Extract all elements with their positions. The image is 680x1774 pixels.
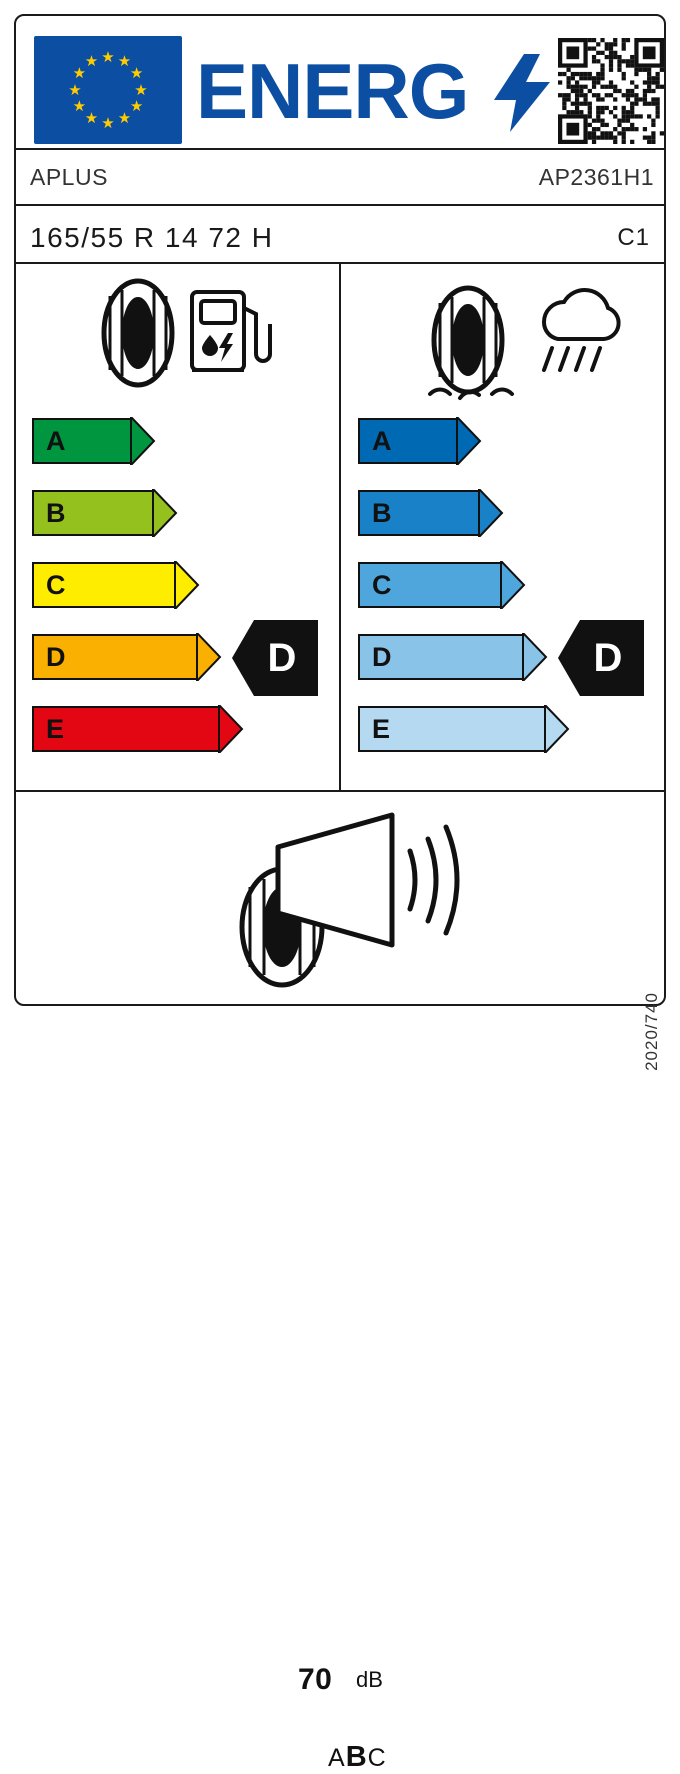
rain-cloud-icon: [544, 290, 619, 370]
model-code: AP2361H1: [538, 164, 654, 190]
eu-star-icon: ★: [68, 81, 82, 99]
sound-waves-icon: [410, 827, 457, 933]
page-title: ENERG: [196, 47, 469, 135]
lightning-bolt-icon: [494, 54, 550, 132]
eu-star-icon: ★: [129, 98, 144, 115]
fuel-rating-badge: [232, 620, 318, 696]
eu-star-icon: ★: [101, 114, 115, 132]
fuel-grade-E-letter: E: [46, 714, 65, 744]
wet-grade-E-arrow: [545, 706, 568, 752]
wet-grade-C: [358, 562, 525, 608]
eu-star-icon: ★: [117, 110, 132, 128]
noise-class-b: B: [345, 1741, 368, 1773]
wet-grip-section: [340, 270, 664, 790]
eu-star-icon: ★: [129, 65, 144, 82]
column-divider: [339, 262, 341, 790]
wet-grade-A: [358, 418, 481, 464]
noise-class-c: C: [367, 1744, 387, 1772]
eu-star-icon: ★: [117, 52, 132, 70]
wet-grade-A-arrow: [457, 418, 480, 464]
date-code: 2020/740: [642, 992, 661, 1071]
european-union-flag-icon: [34, 36, 182, 144]
fuel-efficiency-section: [16, 270, 338, 790]
eu-star-icon: ★: [84, 52, 99, 70]
wet-grade-B-letter: B: [372, 498, 392, 528]
wet-grade-D-letter: D: [372, 642, 392, 672]
noise-value: 70: [298, 1663, 333, 1696]
noise-unit: dB: [356, 1667, 383, 1692]
wet-grip-pictogram: [412, 278, 622, 408]
wet-grade-C-arrow: [501, 562, 524, 608]
wet-grade-D: [358, 634, 547, 680]
divider-noise: [16, 790, 664, 792]
label-header: [16, 16, 664, 146]
eu-star-icon: ★: [134, 81, 148, 99]
fuel-grade-E-arrow: [219, 706, 242, 752]
tyre-icon: [434, 288, 502, 392]
tyre-class: C1: [617, 224, 650, 251]
brand-name: APLUS: [30, 164, 108, 190]
fuel-pictogram: [88, 278, 288, 388]
fuel-grade-A: [32, 418, 155, 464]
eu-star-icon: ★: [101, 48, 115, 66]
fuel-grade-B-letter: B: [46, 498, 66, 528]
eu-star-icon: ★: [72, 65, 87, 82]
fuel-grade-A-arrow: [131, 418, 154, 464]
wet-grade-C-letter: C: [372, 570, 392, 600]
divider-header: [16, 148, 664, 150]
fuel-grade-C: [32, 562, 199, 608]
wet-rating-badge: [558, 620, 644, 696]
fuel-pump-icon: [192, 292, 270, 370]
splash-icon: [430, 390, 512, 399]
fuel-rating-letter: D: [267, 636, 297, 680]
fuel-grade-B-arrow: [153, 490, 176, 536]
fuel-grade-D-arrow: [197, 634, 220, 680]
noise-class-a: A: [328, 1744, 346, 1772]
wet-grade-B: [358, 490, 503, 536]
divider-brand: [16, 204, 664, 206]
qr-code-icon: [558, 38, 664, 144]
wet-grade-E-letter: E: [372, 714, 391, 744]
wet-grade-B-arrow: [479, 490, 502, 536]
tyre-size: 165/55 R 14 72 H: [30, 222, 274, 253]
fuel-grade-E: [32, 706, 243, 752]
fuel-grade-D-letter: D: [46, 642, 66, 672]
fuel-grade-C-arrow: [175, 562, 198, 608]
wet-grade-A-letter: A: [372, 426, 392, 456]
tyre-icon: [104, 281, 172, 385]
fuel-grade-C-letter: C: [46, 570, 66, 600]
fuel-grade-A-letter: A: [46, 426, 66, 456]
fuel-grade-B: [32, 490, 177, 536]
fuel-drop-icon: [202, 333, 233, 362]
noise-class-scale: [328, 1741, 387, 1774]
fuel-grade-D: [32, 634, 221, 680]
wet-grade-E: [358, 706, 569, 752]
eu-star-icon: ★: [72, 98, 87, 115]
wet-grade-D-arrow: [523, 634, 546, 680]
wet-rating-letter: D: [593, 636, 623, 680]
eu-star-icon: ★: [84, 110, 99, 128]
